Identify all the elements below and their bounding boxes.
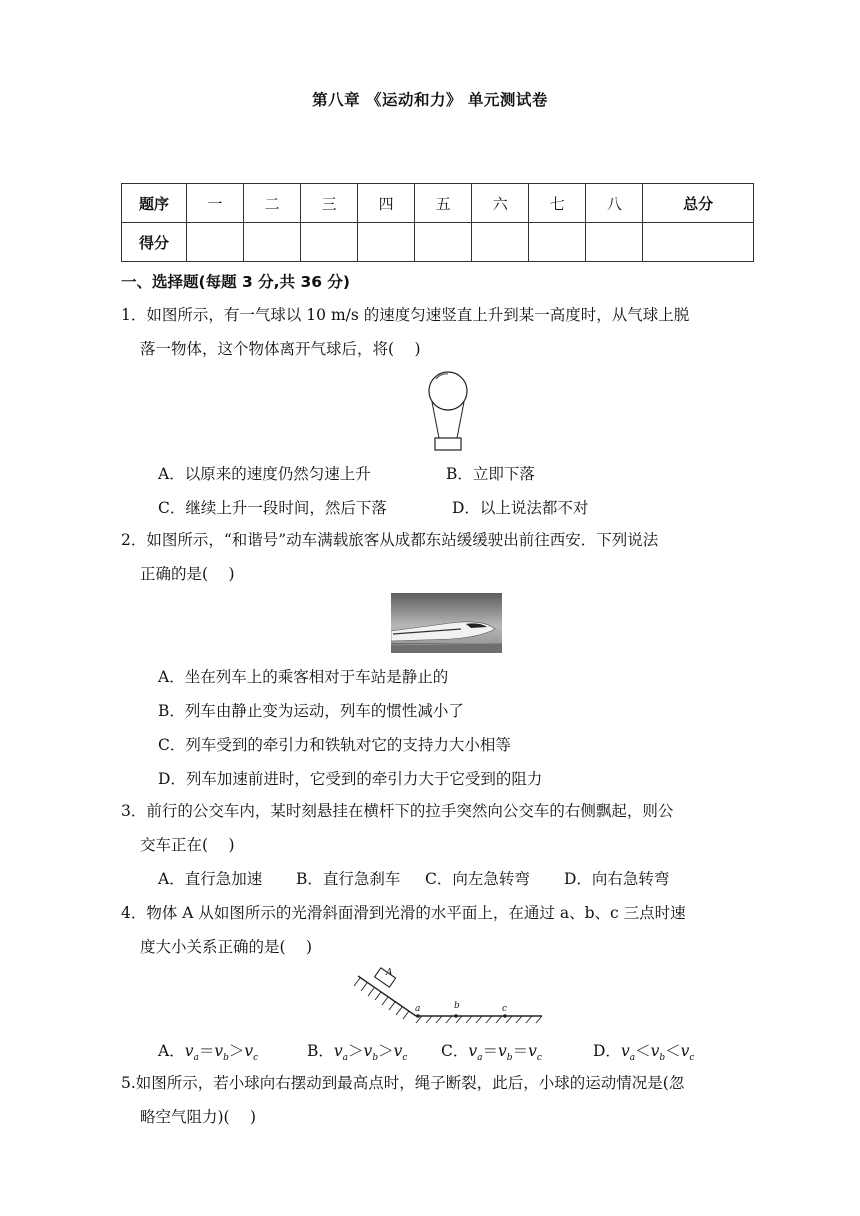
point-a-label: a (415, 1004, 421, 1014)
train-photo (391, 593, 502, 653)
question-4-text: 4．物体 A 从如图所示的光滑斜面滑到光滑的水平面上，在通过 a、b、c 三点时速 (121, 904, 686, 922)
block-label: A (386, 968, 393, 978)
question-3-option-b[interactable]: B．直行急刹车 (296, 870, 401, 888)
question-1-text-cont: 落一物体，这个物体离开气球后，将( ) (140, 340, 421, 358)
table-cell: 四 (358, 184, 415, 223)
question-2-option-d[interactable]: D．列车加速前进时，它受到的牵引力大于它受到的阻力 (158, 770, 543, 788)
question-3-text-cont: 交车正在( ) (140, 836, 235, 854)
question-1-option-c[interactable]: C．继续上升一段时间，然后下落 (158, 499, 387, 517)
table-cell: 七 (529, 184, 586, 223)
score-table-header-row (122, 184, 754, 223)
table-cell: 题序 (122, 184, 187, 223)
table-cell: 总分 (643, 184, 754, 223)
score-entry-cell[interactable] (643, 223, 754, 262)
question-1-text: 1．如图所示，有一气球以 10 m/s 的速度匀速竖直上升到某一高度时，从气球上脱 (121, 306, 690, 324)
question-2-text-cont: 正确的是( ) (140, 565, 235, 583)
table-cell: 一 (187, 184, 244, 223)
question-3-option-a[interactable]: A．直行急加速 (158, 870, 263, 888)
table-cell: 六 (472, 184, 529, 223)
question-2-option-a[interactable]: A．坐在列车上的乘客相对于车站是静止的 (158, 668, 449, 686)
incline-figure (350, 964, 550, 1024)
score-table-score-row (122, 223, 754, 262)
score-entry-cell[interactable] (415, 223, 472, 262)
option-letter: D． (593, 1042, 621, 1060)
point-c-label: c (502, 1004, 508, 1014)
question-3-option-c[interactable]: C．向左急转弯 (425, 870, 530, 888)
question-5-text: 5.如图所示，若小球向右摆动到最高点时，绳子断裂，此后，小球的运动情况是(忽 (121, 1074, 685, 1092)
table-cell: 二 (244, 184, 301, 223)
score-table (121, 183, 754, 262)
table-cell: 得分 (122, 223, 187, 262)
question-3-option-d[interactable]: D．向右急转弯 (564, 870, 670, 888)
table-cell: 五 (415, 184, 472, 223)
question-5-text-cont: 略空气阻力)( ) (140, 1108, 257, 1126)
score-entry-cell[interactable] (301, 223, 358, 262)
question-1-option-d[interactable]: D．以上说法都不对 (452, 499, 589, 517)
score-entry-cell[interactable] (244, 223, 301, 262)
table-cell: 八 (586, 184, 643, 223)
question-2-text: 2．如图所示，“和谐号”动车满载旅客从成都东站缓缓驶出前往西安．下列说法 (121, 531, 659, 549)
option-letter: B． (307, 1042, 334, 1060)
table-cell: 三 (301, 184, 358, 223)
question-4-option-d[interactable]: D．$v_a<v_b<v_c$ (593, 1042, 695, 1064)
question-4-option-b[interactable]: B．$v_a>v_b>v_c$ (307, 1042, 408, 1064)
question-3-text: 3．前行的公交车内，某时刻悬挂在横杆下的拉手突然向公交车的右侧飘起，则公 (121, 802, 674, 820)
question-1-option-b[interactable]: B．立即下落 (446, 465, 535, 483)
score-entry-cell[interactable] (187, 223, 244, 262)
option-letter: C． (441, 1042, 469, 1060)
question-2-option-b[interactable]: B．列车由静止变为运动，列车的惯性减小了 (158, 702, 464, 720)
question-4-option-c[interactable]: C．$v_a=v_b=v_c$ (441, 1042, 542, 1064)
question-2-option-c[interactable]: C．列车受到的牵引力和铁轨对它的支持力大小相等 (158, 736, 511, 754)
score-entry-cell[interactable] (529, 223, 586, 262)
page-title: 第八章 《运动和力》 单元测试卷 (312, 91, 548, 109)
option-letter: A． (158, 1042, 185, 1060)
score-entry-cell[interactable] (472, 223, 529, 262)
question-1-option-a[interactable]: A．以原来的速度仍然匀速上升 (158, 465, 371, 483)
question-4-text-cont: 度大小关系正确的是( ) (140, 938, 313, 956)
balloon-figure (418, 366, 478, 454)
score-entry-cell[interactable] (358, 223, 415, 262)
score-entry-cell[interactable] (586, 223, 643, 262)
point-b-label: b (454, 1001, 460, 1011)
question-4-option-a[interactable]: A．$v_a=v_b>v_c$ (158, 1042, 259, 1064)
section-heading: 一、选择题(每题 3 分,共 36 分) (121, 273, 350, 291)
